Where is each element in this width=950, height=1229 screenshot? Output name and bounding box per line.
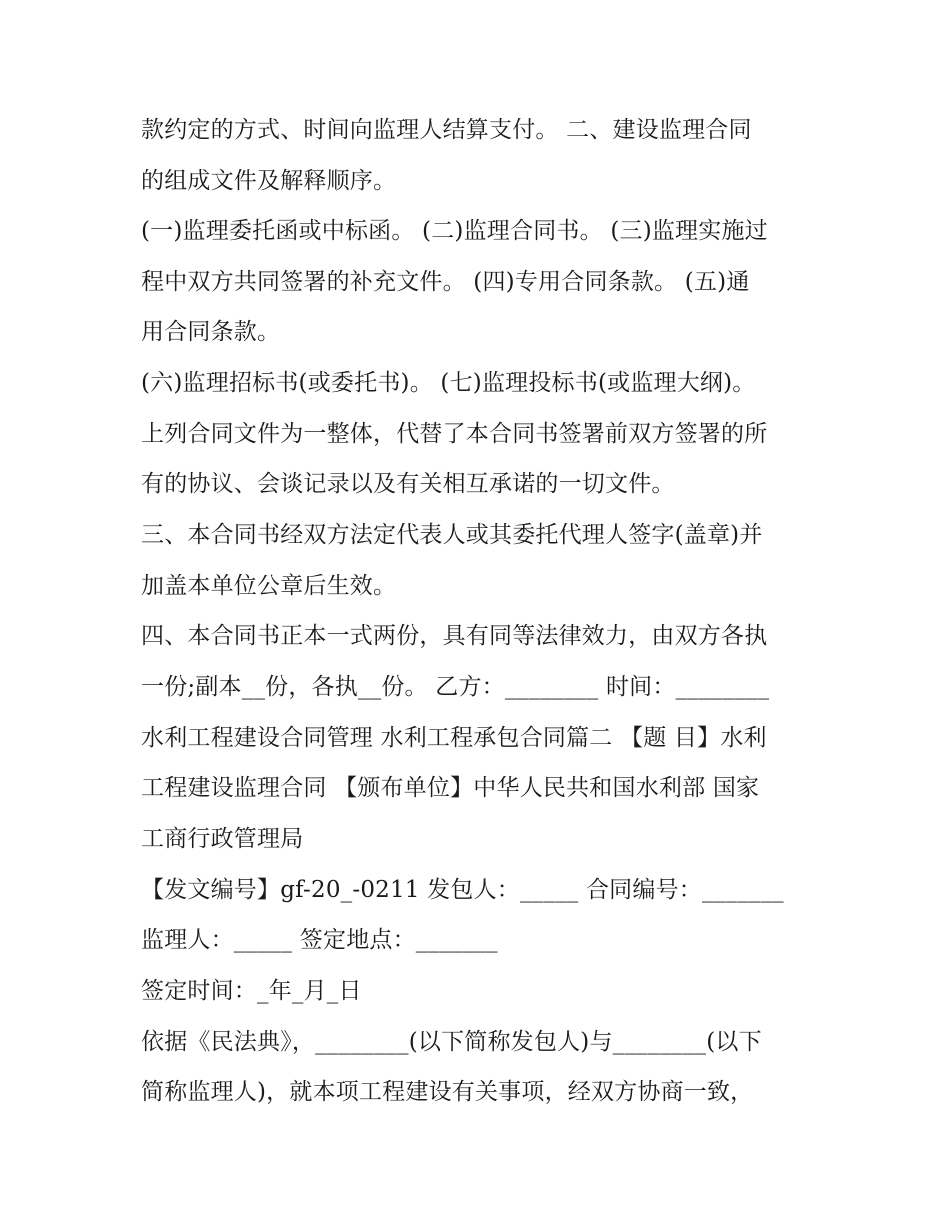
text-line: 有的协议、会谈记录以及有关相互承诺的一切文件。: [141, 471, 675, 497]
text-line: 加盖本单位公章后生效。: [141, 573, 397, 599]
text-line: 工商行政管理局: [141, 826, 304, 852]
text-line: 监理人：_____ 签定地点：_______: [141, 927, 498, 953]
text-line: 签定时间：_年_月_日: [141, 978, 362, 1004]
text-line: 程中双方共同签署的补充文件。 (四)专用合同条款。 (五)通: [141, 269, 750, 295]
text-line: 款约定的方式、时间向监理人结算支付。 二、建设监理合同: [141, 117, 752, 143]
text-line: 一份;副本__份，各执__份。 乙方：________ 时间：________: [141, 674, 770, 700]
text-line: 【发文编号】gf-20_-0211 发包人：_____ 合同编号：_______: [141, 877, 784, 903]
text-line: 上列合同文件为一整体，代替了本合同书签署前双方签署的所: [141, 421, 768, 447]
text-line: 水利工程建设合同管理 水利工程承包合同篇二 【题 目】水利: [141, 725, 767, 751]
text-line: (一)监理委托函或中标函。 (二)监理合同书。 (三)监理实施过: [141, 218, 768, 244]
text-line: 简称监理人)，就本项工程建设有关事项，经双方协商一致，: [141, 1079, 754, 1105]
text-line: 的组成文件及解释顺序。: [141, 168, 397, 194]
text-line: 三、本合同书经双方法定代表人或其委托代理人签字(盖章)并: [141, 522, 763, 548]
text-line: 依据《民法典》，________(以下简称发包人)与________(以下: [141, 1029, 762, 1055]
text-line: 用合同条款。: [141, 319, 281, 345]
text-line: 四、本合同书正本一式两份，具有同等法律效力，由双方各执: [141, 623, 768, 649]
text-line: (六)监理招标书(或委托书)。 (七)监理投标书(或监理大纲)。: [141, 370, 756, 396]
text-line: 工程建设监理合同 【颁布单位】中华人民共和国水利部 国家: [141, 775, 760, 801]
